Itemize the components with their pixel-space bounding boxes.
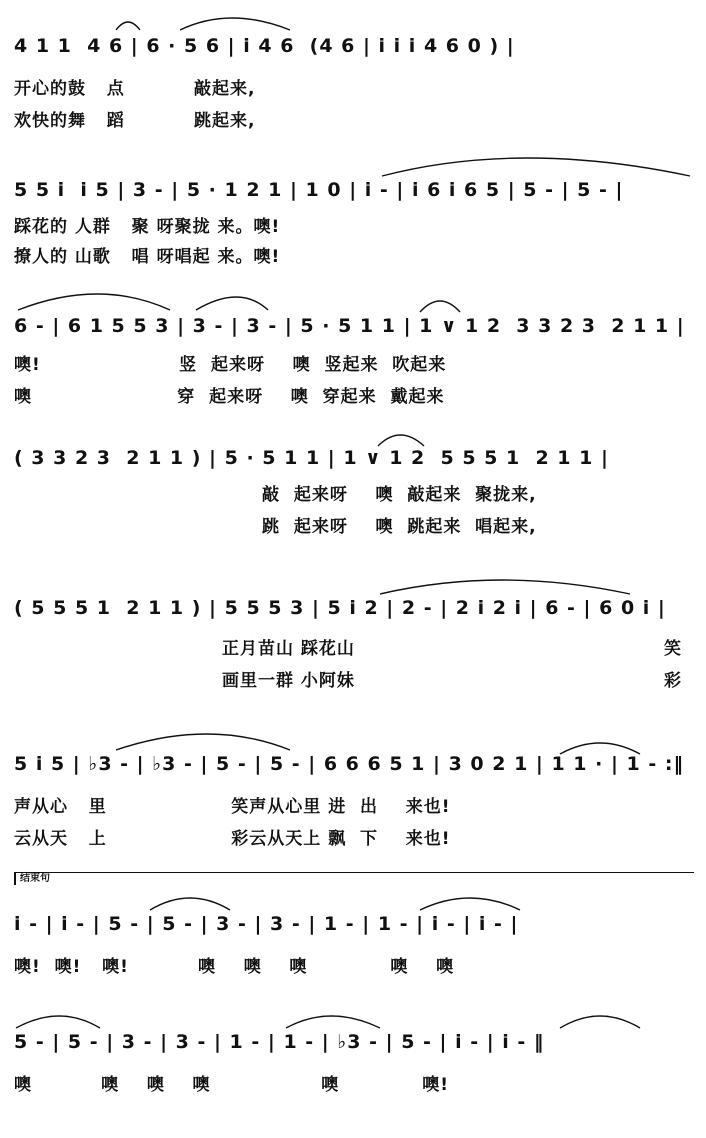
measure-group: 5 i 5 | ♭3 - | ♭3 - | 5 - | 5 - | 6 6 6 5 1 | 3 0 2 1 | 1 1 · | 1 - :‖ [14,753,684,775]
lyric-text: 开心的鼓 点 敲起来, [14,79,256,99]
lyric-verse-1 [0,74,706,100]
lyric-verse-1 [0,350,706,376]
notation-line-6 [0,746,706,786]
lyric-verse-2 [0,242,706,268]
notation-line-4 [0,440,706,480]
lyric-text: 欢快的舞 蹈 跳起来, [14,111,256,131]
lyric-verse-2 [0,106,706,132]
notation-line-2 [0,172,706,212]
measure-group: 4 1 1 4 6 | 6 · 5 6 | i 4 6 (4 6 | i i i 4 6 0 ) | [14,35,515,57]
notation-line-1 [0,28,706,68]
measure-group: i - | i - | 5 - | 5 - | 3 - | 3 - | 1 - | 1 - | i - | i - | [14,913,519,935]
lyric-text: 踩花的 人群 聚 呀聚拢 来。噢! [14,217,281,237]
lyric-verse-2 [0,382,706,408]
lyric-text: 噢 噢 噢 噢 噢 噢! [14,1075,450,1095]
coda-lyric-line-2 [0,1070,706,1096]
lyric-text: 噢! 噢! 噢! 噢 噢 噢 噢 噢 [14,957,455,977]
notation-line-5 [0,590,706,630]
lyric-text: 撩人的 山歌 唱 呀唱起 来。噢! [14,247,281,267]
coda-lyric-line-1 [0,952,706,978]
coda-notation-line-1 [0,906,706,946]
lyric-text: 噢 穿 起来呀 噢 穿起来 戴起来 [14,387,445,407]
coda-rule [14,872,694,873]
lyric-text: 云从天 上 彩云从天上 飘 下 来也! [14,829,451,849]
lyric-verse-1 [0,480,706,506]
lyric-pickup: 彩 [664,671,682,691]
lyric-pickup: 笑 [664,639,682,659]
measure-group: ( 3 3 2 3 2 1 1 ) | 5 · 5 1 1 | 1 ∨ 1 2 5 5 5 1 2 1 1 | [14,447,609,469]
lyric-verse-1 [0,212,706,238]
coda-label: 结束句 [14,873,50,885]
lyric-verse-1 [0,634,706,660]
coda-notation-line-2 [0,1024,706,1064]
lyric-text: 敲 起来呀 噢 敲起来 聚拢来, [262,485,537,505]
measure-group: 5 - | 5 - | 3 - | 3 - | 1 - | 1 - | ♭3 - | 5 - | i - | i - ‖ [14,1031,545,1053]
lyric-verse-2 [0,824,706,850]
lyric-text: 跳 起来呀 噢 跳起来 唱起来, [262,517,537,537]
lyric-text: 画里一群 小阿妹 [222,671,355,691]
measure-group: 5 5 i i 5 | 3 - | 5 · 1 2 1 | 1 0 | i - | i 6 i 6 5 | 5 - | 5 - | [14,179,624,201]
notation-line-3 [0,308,706,348]
lyric-text: 正月苗山 踩花山 [222,639,355,659]
lyric-verse-2 [0,512,706,538]
lyric-verse-1 [0,792,706,818]
lyric-text: 声从心 里 笑声从心里 进 出 来也! [14,797,451,817]
lyric-text: 噢! 竖 起来呀 噢 竖起来 吹起来 [14,355,447,375]
measure-group: ( 5 5 5 1 2 1 1 ) | 5 5 5 3 | 5 i 2 | 2 - | 2 i 2 i | 6 - | 6 0 i | [14,597,666,619]
lyric-verse-2 [0,666,706,692]
measure-group: 6 - | 6 1 5 5 3 | 3 - | 3 - | 5 · 5 1 1 | 1 ∨ 1 2 3 3 2 3 2 1 1 | [14,315,685,337]
